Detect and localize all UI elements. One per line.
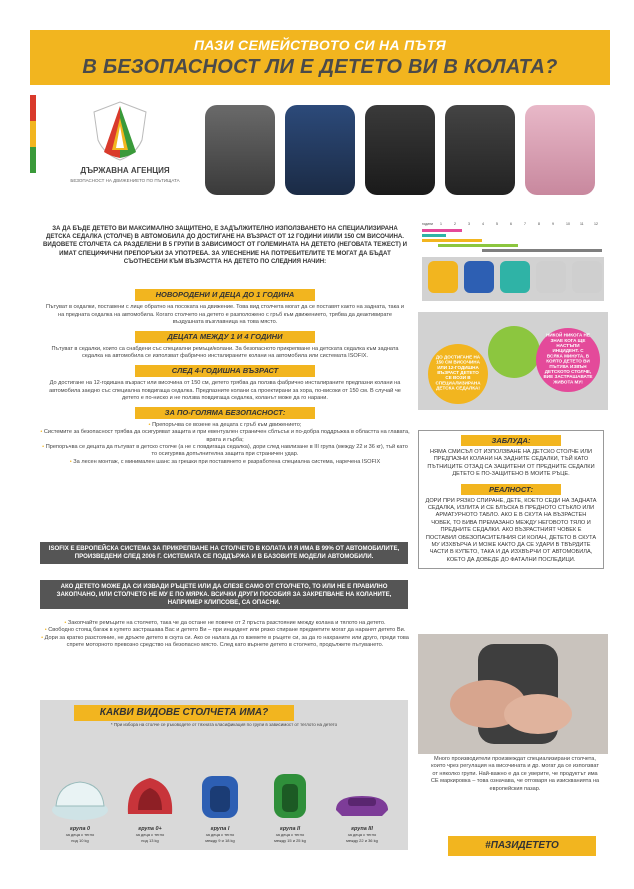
group-2-label: група II за деца с тегло между 15 и 25 kg — [274, 826, 306, 843]
myth-title: ЗАБЛУДА: — [461, 435, 561, 446]
seat-group-1-icon — [188, 770, 252, 822]
seat-group-0-icon — [48, 770, 112, 822]
logo-name: ДЪРЖАВНА АГЕНЦИЯ — [80, 166, 170, 175]
myth-reality-box — [418, 430, 604, 569]
chart-tick: 2 — [454, 222, 456, 226]
safety-item: • Препоръчва се децата да пътуват в детско столче (а не с повдигаща седалка), дори след навлизане в III група (между 22 и 36 кг), тъй като то осигурява допълнителна защита при страничен удар. — [42, 443, 408, 458]
seat-group-2-icon — [258, 770, 322, 822]
group-0-label: група 0 за деца с тегло под 10 kg — [65, 826, 95, 843]
warning-box: АКО ДЕТЕТО МОЖЕ ДА СИ ИЗВАДИ РЪЦЕТЕ ИЛИ ДА СЛЕЗЕ САМО ОТ СТОЛЧЕТО, ТО ИЛИ НЕ Е ПРАВИЛНО ЗАКОПЧАНО, ИЛИ СТОЛЧЕТО НЕ МУ Е ПО МЯРКА. ВСИЧКИ ДРУГИ ПОСОБИЯ ЗА ЗАКРЕПВАНЕ НА КОЛАНИТЕ, НАПРИМЕР КЛИПСОВЕ, СА ОПАСНИ. — [40, 580, 408, 609]
age-bar — [438, 244, 518, 247]
header-banner — [30, 30, 610, 85]
chart-tick: 9 — [552, 222, 554, 226]
safety-item: • Препоръчва се возене на децата с гръб към движението; — [148, 421, 302, 428]
buckle-photo — [418, 634, 608, 754]
key-facts-circles — [418, 312, 608, 410]
header-title: В БЕЗОПАСНОСТ ЛИ Е ДЕТЕТО ВИ В КОЛАТА? — [82, 56, 558, 78]
age-sections — [40, 285, 410, 466]
age-bar — [482, 249, 602, 252]
seat-photo-1 — [205, 105, 275, 195]
isofix-box: ISOFIX Е ЕВРОПЕЙСКА СИСТЕМА ЗА ПРИКРЕПВАНЕ НА СТОЛЧЕТО В КОЛАТА И Я ИМА В 99% ОТ АВТОМОБИЛИТЕ, ПРОИЗВЕДЕНИ СЛЕД 2006 Г. СИСТЕМАТА СЕ ПОДДЪРЖА И В БАЗОВИТЕ МОДЕЛИ АВТОМОБИЛИ. — [40, 542, 408, 564]
section-text-newborn: Пътуват в седалки, поставени с лице обратно на посоката на движение. Това вид столчета могат да се поставят както на задната, така и на предната седалка на автомобила. Когато столчето на детето е разположено с гръб към движението, трябва да деактивирате въздушната възглавница на това място. — [46, 304, 404, 326]
age-bar — [422, 234, 446, 237]
fact-circle-text: НИКОЙ НИКОГА НЕ ЗНАЕ КОГА ЩЕ НАСТЪПИ ИНЦИДЕНТ. С ВСЯКА МИНУТА, В КОЯТО ДЕТЕТО ВИ ПЪТУВА ИЗВЪН ДЕТСКОТО СТОЛЧЕ, ВИЕ ЗАСТРАШАВАТЕ ЖИВОТА МУ! — [543, 332, 593, 385]
shield-logo-icon — [90, 100, 150, 162]
header-line1: ПАЗИ СЕМЕЙСТВОТО СИ НА ПЪТЯ — [193, 37, 447, 53]
chart-tick: 5 — [496, 222, 498, 226]
chart-tick: 7 — [524, 222, 526, 226]
safety-item: • Системите за безопасност трябва да осигуряват защита и при евентуален страничен сблъсък и по-добра поддръжка в областта на главата, врата и гърба; — [40, 429, 410, 443]
agency-logo — [60, 100, 190, 210]
reality-text: ДОРИ ПРИ РЯЗКО СПИРАНЕ, ДЕТЕ, КОЕТО СЕДИ НА ЗАДНАТА СЕДАЛКА, ИЗЛИТА И СЕ БЛЪСКА В ПРЕДНОТО СТЪКЛО ИЛИ АРМАТУРНОТО ТАБЛО. АКО Е В СКУТА НА ВЪЗРАСТЕН ЧОВЕК, ТО БИВА ПРЕМАЗАНО МЕЖДУ НЕГОВОТО ТЯЛО И ПРЕДНИТЕ СЕДАЛКИ. АКО ВЪЗРАСТНИЯТ ЧОВЕК Е ПОСТАВИЛ ОБЕЗОПАСИТЕЛНИЯ СИ КОЛАН, ДЕТЕТО В СКУТА МУ ИЗХВЪРЧА И МОЖЕ КАКТО ДА СЕ УДАРИ В ТВЪРДИТЕ ЧАСТИ В КУПЕТО, ТАКА И ДА ИЗХВЪРЧИ ОТ АВТОМОБИЛА, КОЕТО ДА ДОВЕДЕ ДО ФАТАЛНИ ПОСЛЕДИЦИ. — [425, 497, 597, 563]
hashtag: #ПАЗИДЕТЕТО — [448, 836, 596, 856]
myth-text: НЯМА СМИСЪЛ ОТ ИЗПОЛЗВАНЕ НА ДЕТСКО СТОЛЧЕ ИЛИ ПРЕДПАЗНИ КОЛАНИ НА ЗАДНИТЕ СЕДАЛКИ, ТЪЙ КАТО ПЪТНИЦИТЕ ОТЗАД СА ЗАЩИТЕНИ ОТ ПРЕДНИТЕ СЕДАЛКИ ДЕТЕТО Е ПО-ЗАЩИТЕНО В МОИТЕ РЪЦЕ. — [427, 449, 595, 478]
chart-tick: 6 — [510, 222, 512, 226]
seat-types-title: КАКВИ ВИДОВЕ СТОЛЧЕТА ИМА? — [74, 705, 294, 721]
reality-title: РЕАЛНОСТ: — [461, 484, 561, 495]
seat-photo-2 — [285, 105, 355, 195]
seat-photo-3 — [365, 105, 435, 195]
chart-tick: години — [422, 222, 433, 226]
seat-photo-5 — [525, 105, 595, 195]
children-seats-photo — [200, 95, 605, 200]
tricolor-stripes — [30, 95, 36, 175]
group-0plus-label: група 0+ за деца с тегло под 13 kg — [135, 826, 165, 843]
age-bar — [422, 229, 462, 232]
fact-circle-text: ДО ДОСТИГАНЕ НА 150 СМ ВИСОЧИНА ИЛИ 12-ГОДИШНА ВЪЗРАСТ ДЕТЕТО СЕ ВОЗИ В СПЕЦИАЛИЗИРАНА ДЕТСКА СЕДАЛКА! — [435, 354, 481, 391]
seat-group-0plus-icon — [118, 770, 182, 822]
tip-item: • Закопчайте ремъците на столчето, така че да остане не повече от 2 пръста разстояние между колана и тялото на детето. — [64, 620, 386, 626]
fact-circle-yellow — [488, 326, 540, 378]
section-title-newborn: НОВОРОДЕНИ И ДЕЦА ДО 1 ГОДИНА — [135, 289, 315, 301]
group-3-label: група III за деца с тегло между 22 и 36 kg — [346, 826, 378, 843]
seat-types-note: * При избора на столче се ръководете от тяхната класификация по групи в зависимост от теглото на детето — [110, 722, 338, 727]
seat-group-3-icon — [330, 770, 394, 822]
chart-tick: 10 — [566, 222, 570, 226]
tips-list — [40, 620, 410, 650]
chart-tick: 12 — [594, 222, 598, 226]
chart-tick: 3 — [468, 222, 470, 226]
manufacturers-text: Много производители произвеждат специализирани столчета, които чрез регулация на височината и др. могат да се използват от няколко групи. Най-важно е да се уверите, че продуктът има CE маркировка – това означава, че отговаря на изискванията на европейския пазар. — [430, 756, 600, 792]
age-bar — [422, 239, 482, 242]
tip-item: • Свободно стоящ багаж в купето застрашава Вас и детето Ви – при инцидент или рязко спиране предметите могат да наранят детето Ви. — [44, 627, 406, 634]
safety-item: • За лесен монтаж, с минимален шанс за грешки при поставянето е разработена специална система, наречена ISOFIX — [69, 458, 381, 465]
tip-item: • Дори за кратко разстояние, не дръжте детето в скута си. Ако се налага да го вземете в ръцете си, за да го нахраните или друго, преди това спрете моторното превозно средство на безопасно място. След като върнете детето в столчето, продължете пътуването. — [41, 634, 409, 649]
chart-tick: 11 — [580, 222, 584, 226]
logo-subtitle: БЕЗОПАСНОСТ НА ДВИЖЕНИЕТО ПО ПЪТИЩАТА — [70, 178, 180, 183]
section-title-1-4: ДЕЦАТА МЕЖДУ 1 И 4 ГОДИНИ — [135, 331, 315, 343]
age-group-chart — [418, 215, 608, 315]
chart-tick: 4 — [482, 222, 484, 226]
safety-title: ЗА ПО-ГОЛЯМА БЕЗОПАСНОСТ: — [135, 407, 315, 419]
group-1-label: група I за деца с тегло между 9 и 18 kg — [205, 826, 235, 843]
chart-tick: 8 — [538, 222, 540, 226]
section-text-1-4: Пътуват в седалки, които са снабдени със специални ремъци/колани. За безопасното прикрепване на детската седалка към задната седалка на автомобила се използват фабрично инсталираните колани на автомобила или системата ISOFIX. — [51, 345, 399, 360]
section-title-after-4: СЛЕД 4-ГОДИШНА ВЪЗРАСТ — [135, 365, 315, 377]
seat-photo-4 — [445, 105, 515, 195]
section-text-after-4: До достигане на 12-годишна възраст или височина от 150 см, детето трябва да ползва фабрично инсталираните предпазни колани на автомобила заедно със специална повдигаща седалка. Предпазните колани са проектирани за хора, по-високи от 150 см. В случай че детето е по-ниско и не ползва повдигаща седалка, коланът може да го нарани. — [49, 379, 401, 402]
intro-text: ЗА ДА БЪДЕ ДЕТЕТО ВИ МАКСИМАЛНО ЗАЩИТЕНО, Е ЗАДЪЛЖИТЕЛНО ИЗПОЛЗВАНЕТО НА СПЕЦИАЛИЗИРАНА ДЕТСКА СЕДАЛКА (СТОЛЧЕ) В АВТОМОБИЛА ДО ДОСТИГАНЕ НА ВЪЗРАСТ ОТ 12 ГОДИНИ И/ИЛИ 150 СМ ВИСОЧИНА. ВИДОВЕТЕ СТОЛЧЕТА СА РАЗДЕЛЕНИ В 5 ГРУПИ В ЗАВИСИМОСТ ОТ ГОЛЕМИНАТА НА ДЕТЕТО (НЕГОВАТА ТЕЖЕСТ) И ИМАТ СПЕЦИФИЧНИ ПРЕПОРЪКИ ЗА УПОТРЕБА. ЗА УЛЕСНЕНИЕ НА ПОТРЕБИТЕЛИТЕ ТЕ МОГАТ ДА БЪДАТ СЪОТНЕСЕНИ КЪМ ВЪЗРАСТТА НА ДЕТЕТО ПО СЛЕДНИЯ НАЧИН: — [43, 225, 407, 265]
chart-tick: 1 — [440, 222, 442, 226]
